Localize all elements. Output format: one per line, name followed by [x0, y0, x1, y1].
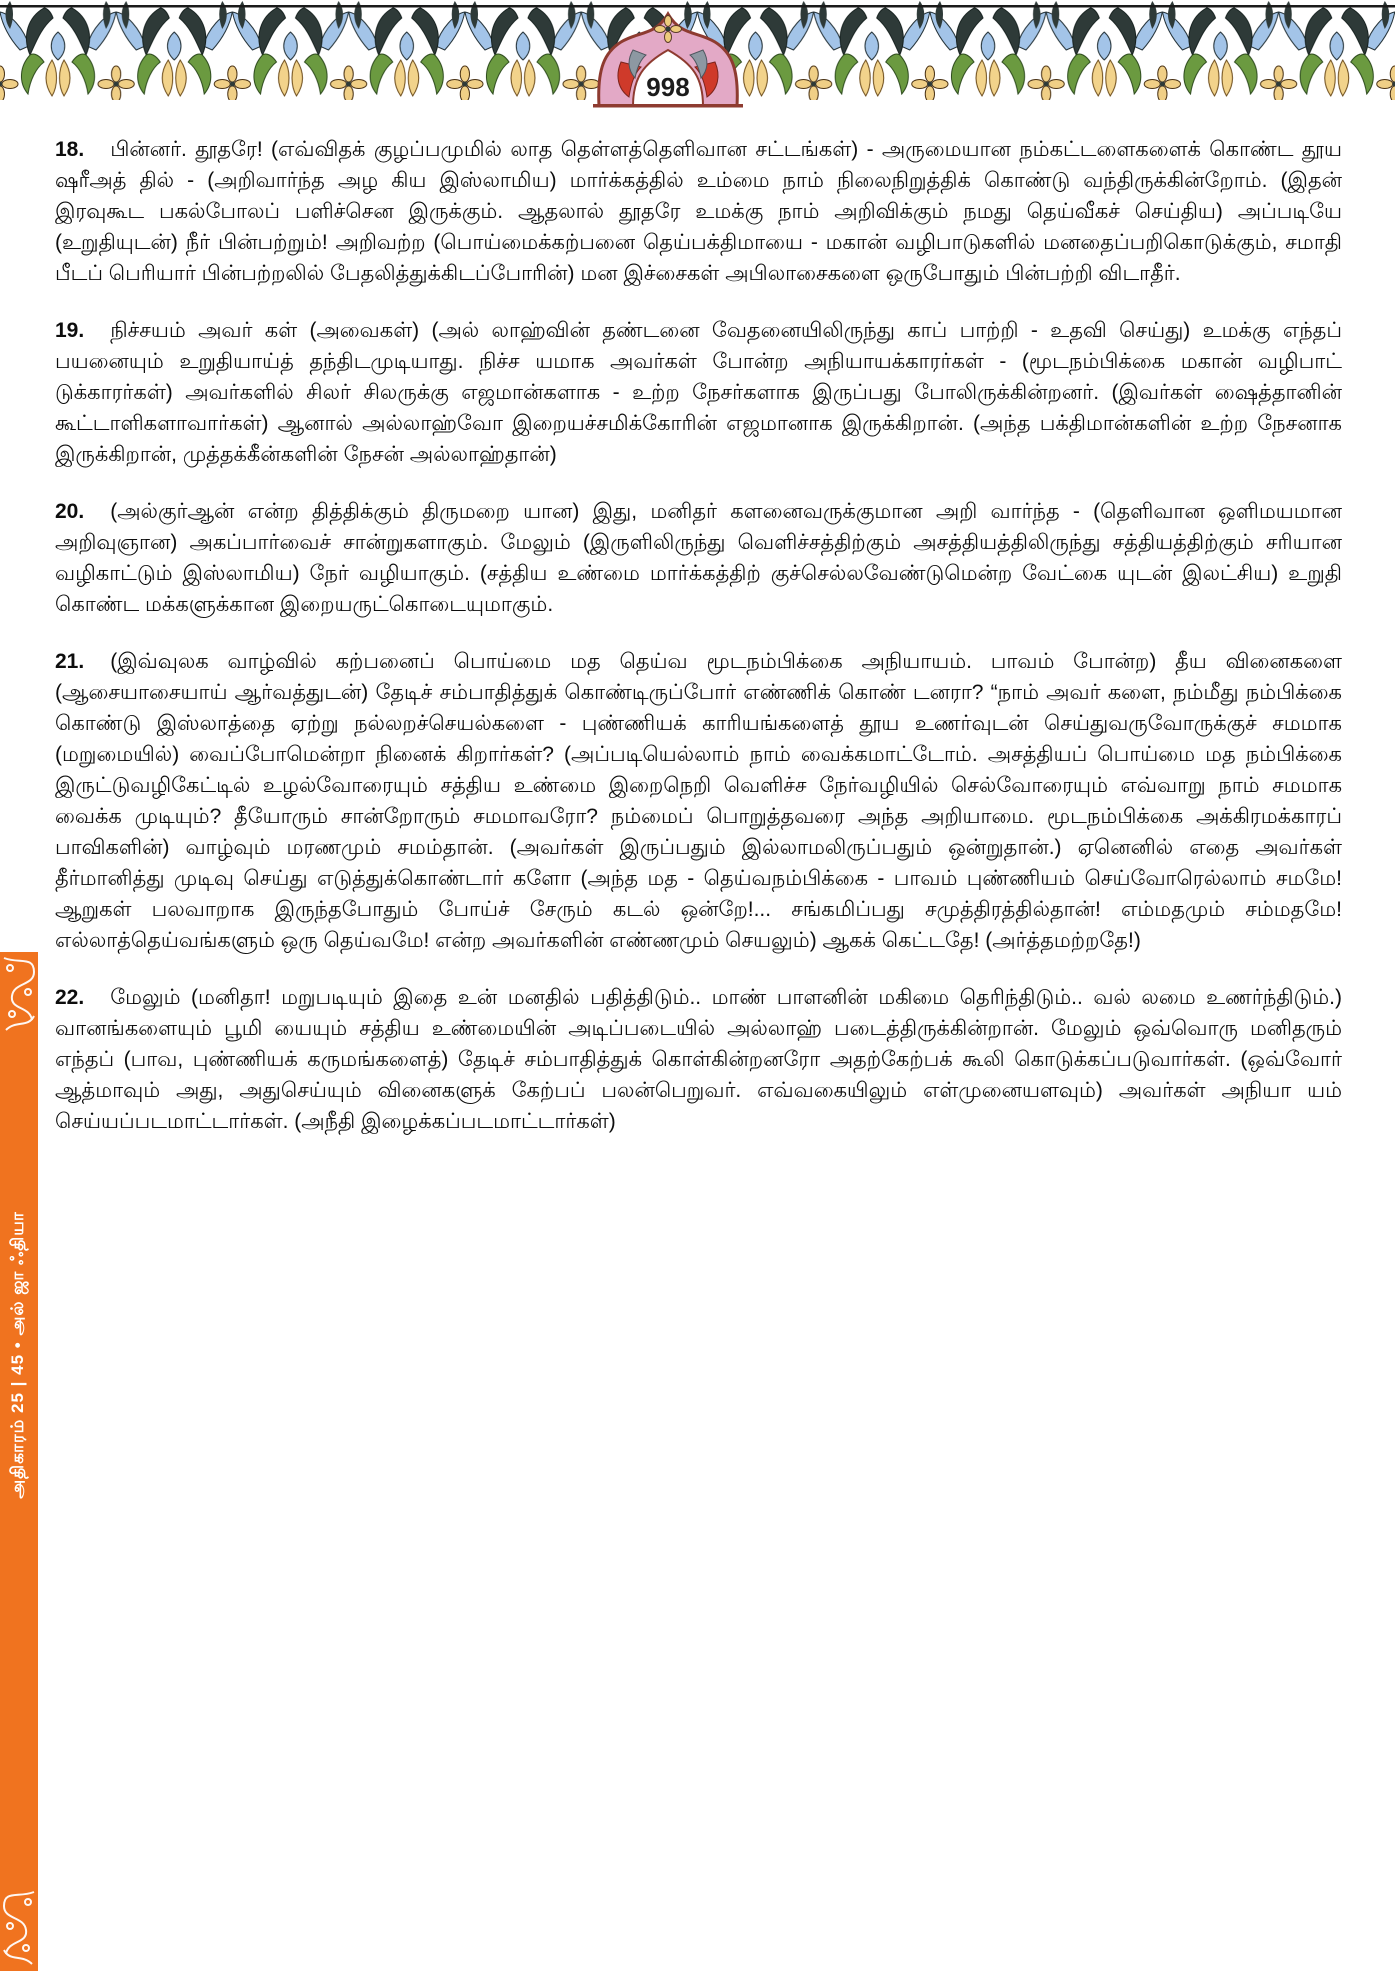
verse-21 — [55, 646, 1342, 956]
verse-number: 21. — [55, 650, 85, 673]
verse-text-block — [55, 134, 1342, 1163]
verse-number: 22. — [55, 986, 85, 1009]
verse-18 — [55, 134, 1342, 289]
verse-20 — [55, 496, 1342, 620]
verse-number: 18. — [55, 138, 85, 161]
spine-ornament-bottom-icon — [0, 1886, 38, 1971]
verse-number: 19. — [55, 319, 85, 342]
verse-body: நிச்சயம் அவர் கள் (அவைகள்) (அல் லாஹ்வின் தண்டனை வேதனையிலிருந்து காப் பாற்றி - உதவி செய்து) உமக்கு எந்தப் பயனையும் உறுதியாய்த் தந்திடமுடியாது. நிச்ச யமாக அவர்கள் போன்ற அநியாயக்காரர்கள் - (மூடநம்பிக்கை மகான் வழிபாட் டுக்காரர்கள்) அவர்களில் சிலர் சிலருக்கு எஜமான்களாக - உற்ற நேசர்களாக இருப்பது போலிருக்கின்றனர். (இவர்கள் ஷைத்தானின் கூட்டாளிகளாவார்கள்) ஆனால் அல்லாஹ்வோ இறையச்சமிக்கோரின் எஜமானாக இருக்கிறான். (அந்த பக்திமான்களின் உற்ற நேசனாக இருக்கிறான், முத்தக்கீன்களின் நேசன் அல்லாஹ்தான்) — [55, 319, 1342, 466]
verse-19 — [55, 315, 1342, 470]
verse-22 — [55, 982, 1342, 1137]
verse-body: (இவ்வுலக வாழ்வில் கற்பனைப் பொய்மை மத தெய்வ மூடநம்பிக்கை அநியாயம். பாவம் போன்ற) தீய வினைகளை (ஆசையாசையாய் ஆர்வத்துடன்) தேடிச் சம்பாதித்துக் கொண்டிருப்போர் எண்ணிக் கொண் டனரா? “நாம் அவர் களை, நம்மீது நம்பிக்கை கொண்டு இஸ்லாத்தை ஏற்று நல்லறச்செயல்களை - புண்ணியக் காரியங்களைத் தூய உணர்வுடன் செய்துவருவோருக்குச் சமமாக (மறுமையில்) வைப்போமென்றா நினைக் கிறார்கள்? (அப்படியெல்லாம் நாம் வைக்கமாட்டோம். அசத்தியப் பொய்மை மத நம்பிக்கை இருட்டுவழிகேட்டில் உழல்வோரையும் சத்திய உண்மை இறைநெறி வெளிச்ச நேர்வழியில் செல்வோரையும் எவ்வாறு நாம் சமமாக வைக்க முடியும்? தீயோரும் சான்றோரும் சமமாவரோ? நம்மைப் பொறுத்தவரை அந்த அறியாமை. மூடநம்பிக்கை அக்கிரமக்காரப் பாவிகளின்) வாழ்வும் மரணமும் சமம்தான். (அவர்கள் இருப்பதும் இல்லாமலிருப்பதும் ஒன்றுதான்.) ஏனெனில் எதை அவர்கள் தீர்மானித்து முடிவு செய்து எடுத்துக்கொண்டார் களோ (அந்த மத - தெய்வநம்பிக்கை - பாவம் புண்ணியம் செய்வோரெல்லாம் சமமே! ஆறுகள் பலவாறாக இருந்தபோதும் போய்ச் சேரும் கடல் ஒன்றே!... சங்கமிப்பது சமுத்திரத்தில்தான்! எம்மதமும் சம்மதமே! எல்லாத்தெய்வங்களும் ஒரு தெய்வமே! என்ற அவர்களின் எண்ணமும் செயலும்) ஆகக் கெட்டதே! (அர்த்தமற்றதே!) — [55, 650, 1342, 952]
verse-body: (அல்குர்ஆன் என்ற தித்திக்கும் திருமறை யான) இது, மனிதர் களனைவருக்குமான அறி வார்ந்த - (தெளிவான ஒளிமயமான அறிவுஞான) அகப்பார்வைச் சான்றுகளாகும். மேலும் (இருளிலிருந்து வெளிச்சத்திற்கும் அசத்தியத்திலிருந்து சத்தியத்திற்கும் சரியான வழிகாட்டும் இஸ்லாமிய) நேர் வழியாகும். (சத்திய உண்மை மார்க்கத்திற் குச்செல்லவேண்டுமென்ற வேட்கை யுடன் இலட்சிய) உறுதி கொண்ட மக்களுக்கான இறையருட்கொடையுமாகும். — [55, 500, 1342, 616]
verse-body: பின்னர். தூதரே! (எவ்விதக் குழப்பமுமில் லாத தெள்ளத்தெளிவான சட்டங்கள்) - அருமையான நம்கட்டளைகளைக் கொண்ட தூய ஷரீஅத் தில் - (அறிவார்ந்த அழ கிய இஸ்லாமிய) மார்க்கத்தில் உம்மை நாம் நிலைநிறுத்திக் கொண்டு வந்திருக்கின்றோம். (இதன் இரவுகூட பகல்போலப் பளிச்சென இருக்கும். ஆதலால் தூதரே உமக்கு நாம் அறிவிக்கும் நமது தெய்வீகச் செய்திய) அப்படியே (உறுதியுடன்) நீர் பின்பற்றும்! அறிவற்ற (பொய்மைக்கற்பனை தெய்பக்திமாயை - மகான் வழிபாடுகளில் மனதைப்பறிகொடுக்கும், சமாதி பீடப் பெரியார் பின்பற்றலில் பேதலித்துக்கிடப்போரின்) மன இச்சைகள் அபிலாசைகளை ஒருபோதும் பின்பற்றி விடாதீர். — [55, 138, 1342, 285]
page-number-medallion — [593, 6, 743, 113]
chapter-spine-label: அதிகாரம் 25 | 45 • அல் ஜா ஃதியா — [8, 1211, 27, 1499]
verse-body: மேலும் (மனிதா! மறுபடியும் இதை உன் மனதில் பதித்திடும்.. மாண் பாளனின் மகிமை தெரிந்திடும்.. வல் லமை உணர்ந்திடும்.) வானங்களையும் பூமி யையும் சத்திய உண்மையின் அடிப்படையில் அல்லாஹ் படைத்திருக்கின்றான். மேலும் ஒவ்வொரு மனிதரும் எந்தப் (பாவ, புண்ணியக் கருமங்களைத்) தேடிச் சம்பாதித்துக் கொள்கின்றனரோ அதற்கேற்பக் கூலி கொடுக்கப்படுவார்கள். (ஒவ்வோர் ஆத்மாவும் அது, அதுசெய்யும் வினைகளுக் கேற்பப் பலன்பெறுவர். எவ்வகையிலும் எள்முனையளவும்) அவர்கள் அநியா யம் செய்யப்படமாட்டார்கள். (அநீதி இழைக்கப்படமாட்டார்கள்) — [55, 986, 1342, 1133]
page-number: 998 — [646, 72, 690, 102]
spine-ornament-top-icon — [0, 952, 38, 1037]
verse-number: 20. — [55, 500, 85, 523]
